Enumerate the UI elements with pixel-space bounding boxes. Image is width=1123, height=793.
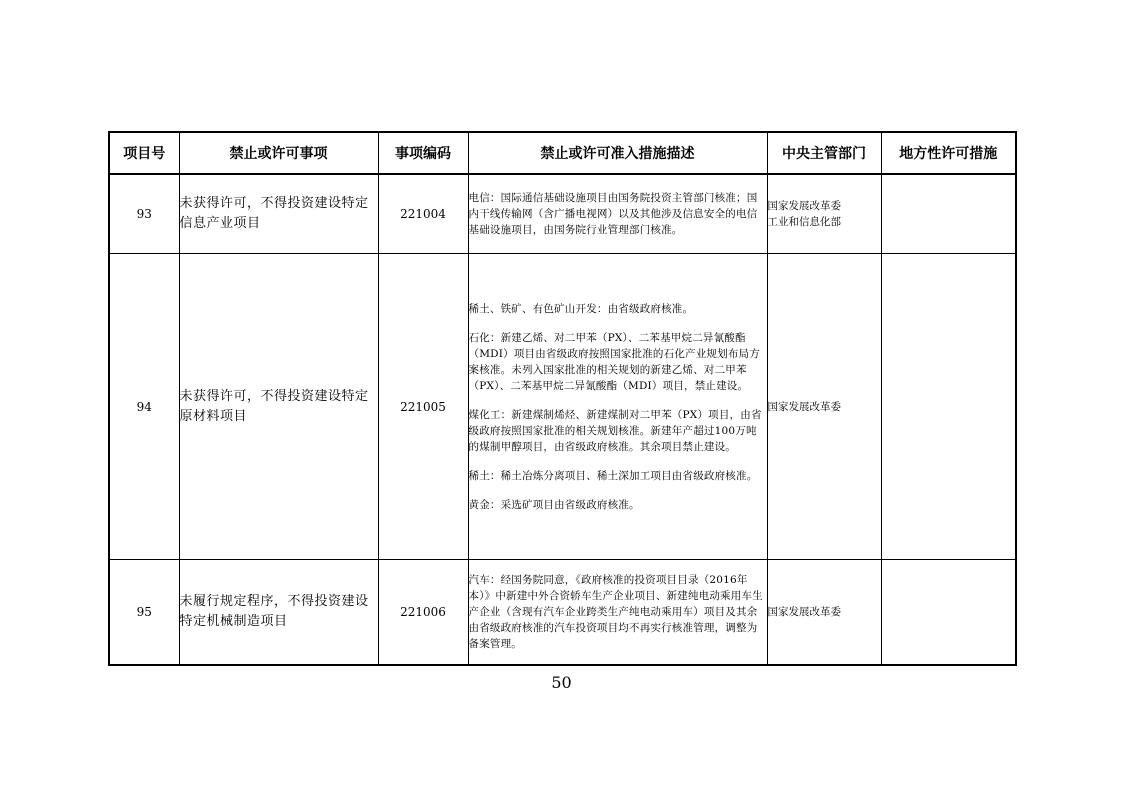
row-local-measure [881, 560, 1016, 666]
header-matter-code: 事项编码 [378, 132, 468, 174]
row-department [767, 254, 881, 560]
department-name: 国家发展改革委 [767, 200, 841, 212]
description-paragraph: 稀土、铁矿、有色矿山开发：由省级政府核准。 [468, 302, 694, 315]
row-description [468, 174, 767, 254]
row-local-measure [881, 174, 1016, 254]
row-matter: 未履行规定程序，不得投资建设特定机械制造项目 [179, 560, 378, 666]
row-number: 94 [109, 254, 179, 560]
header-measure-description: 禁止或许可准入措施描述 [468, 132, 767, 174]
permit-table [108, 131, 1017, 666]
description-paragraph: 煤化工：新建煤制烯烃、新建煤制对二甲苯（PX）项目，由省级政府按照国家批准的相关规划核准。新建年产超过100万吨的煤制甲醇项目，由省级政府核准。其余项目禁止建设。 [468, 408, 762, 453]
row-matter: 未获得许可，不得投资建设特定信息产业项目 [179, 174, 378, 254]
table-header-row [109, 132, 1016, 174]
row-code: 221006 [378, 560, 468, 666]
header-central-department: 中央主管部门 [767, 132, 881, 174]
row-matter: 未获得许可，不得投资建设特定原材料项目 [179, 254, 378, 560]
description-paragraph: 汽车：经国务院同意，《政府核准的投资项目目录（2016年本）》中新建中外合资轿车生产企业项目、新建纯电动乘用车生产企业（含现有汽车企业跨类生产纯电动乘用车）项目及其余由省级政府核准的汽车投资项目均不再实行核准管理，调整为备案管理。 [468, 574, 763, 650]
description-paragraph: 石化：新建乙烯、对二甲苯（PX）、二苯基甲烷二异氰酸酯（MDI）项目由省级政府按照国家批准的石化产业规划布局方案核准。未列入国家批准的相关规划的新建乙烯、对二甲苯（PX）、二苯基甲烷二异氰酸酯（MDI）项目，禁止建设。 [468, 331, 760, 392]
row-department [767, 174, 881, 254]
row-department [767, 560, 881, 666]
table-row [109, 254, 1016, 560]
table-row [109, 174, 1016, 254]
header-item-number: 项目号 [109, 132, 179, 174]
row-code: 221004 [378, 174, 468, 254]
row-number: 95 [109, 560, 179, 666]
row-description [468, 560, 767, 666]
row-code: 221005 [378, 254, 468, 560]
department-name: 工业和信息化部 [767, 216, 841, 228]
row-number: 93 [109, 174, 179, 254]
description-paragraph: 电信：国际通信基础设施项目由国务院投资主管部门核准；国内干线传输网（含广播电视网）以及其他涉及信息安全的电信基础设施项目，由国务院行业管理部门核准。 [468, 192, 758, 236]
description-paragraph: 稀土：稀土冶炼分离项目、稀土深加工项目由省级政府核准。 [468, 469, 758, 482]
header-local-measures: 地方性许可措施 [881, 132, 1016, 174]
department-name: 国家发展改革委 [767, 606, 841, 618]
row-description [468, 254, 767, 560]
row-local-measure [881, 254, 1016, 560]
page-number: 50 [551, 673, 572, 692]
department-name: 国家发展改革委 [767, 400, 841, 413]
description-paragraph: 黄金：采选矿项目由省级政府核准。 [468, 498, 640, 511]
header-matter: 禁止或许可事项 [179, 132, 378, 174]
table-row [109, 560, 1016, 666]
